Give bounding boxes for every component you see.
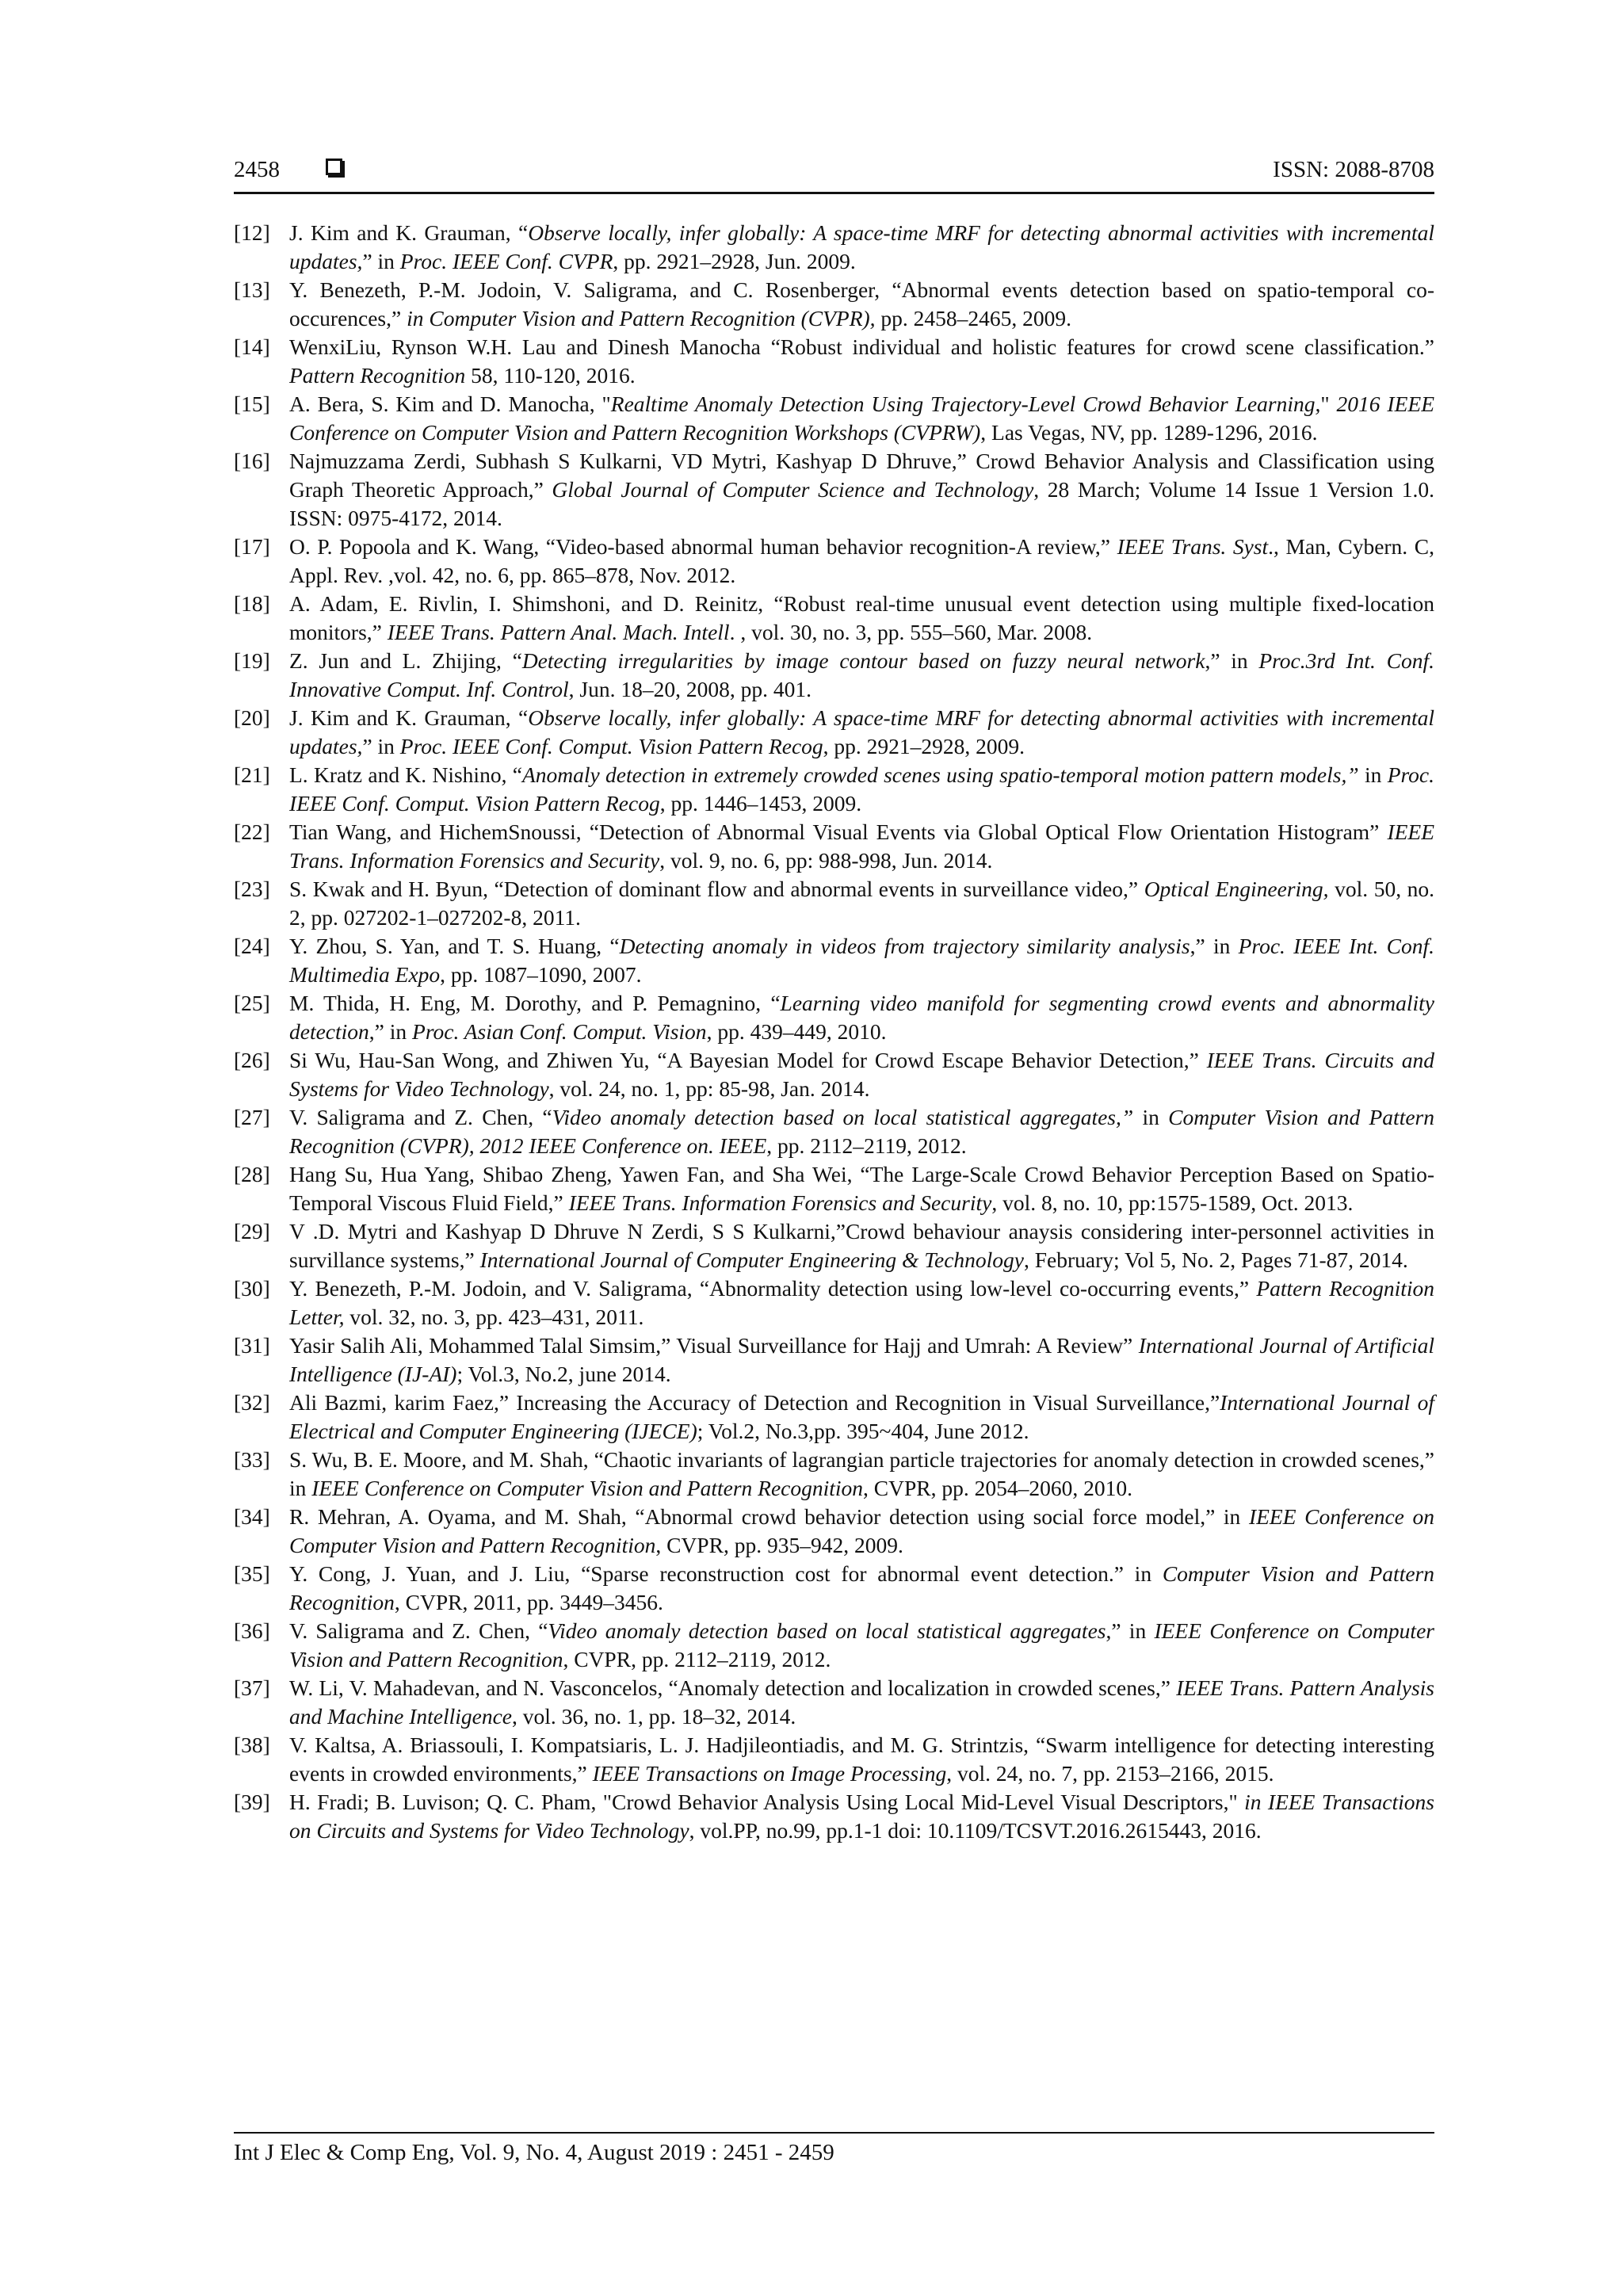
reference-number: [39] bbox=[234, 1790, 270, 1814]
reference-segment: , CVPR, pp. 2054–2060, 2010. bbox=[863, 1476, 1133, 1500]
reference-text bbox=[289, 989, 1434, 1046]
reference-segment: Y. Cong, J. Yuan, and J. Liu, “Sparse reconstruction cost for abnormal event detection.” in bbox=[289, 1561, 1163, 1586]
reference-segment: ,” in bbox=[1106, 1618, 1155, 1643]
reference-segment: ,” in bbox=[369, 1019, 413, 1044]
reference-segment: , pp. 2921–2928, 2009. bbox=[823, 734, 1025, 758]
reference-segment: . , vol. 30, no. 3, pp. 555–560, Mar. 2008. bbox=[729, 620, 1093, 644]
reference-segment: L. Kratz and K. Nishino, “ bbox=[289, 762, 522, 787]
reference-item bbox=[234, 1731, 1434, 1788]
reference-text bbox=[289, 1617, 1434, 1674]
reference-number: [35] bbox=[234, 1561, 270, 1586]
header-rule bbox=[234, 192, 1434, 194]
reference-number: [18] bbox=[234, 591, 270, 616]
reference-number: [19] bbox=[234, 648, 270, 673]
reference-italic-segment: Proc. IEEE Conf. Comput. Vision Pattern Recog bbox=[289, 762, 1435, 816]
reference-text bbox=[289, 533, 1434, 590]
reference-text bbox=[289, 219, 1434, 276]
reference-segment: Tian Wang, and HichemSnoussi, “Detection of Abnormal Visual Events via Global Optical Flow Orientation Histogram” bbox=[289, 819, 1388, 844]
reference-text bbox=[289, 818, 1434, 875]
reference-number: [21] bbox=[234, 762, 270, 787]
reference-italic-segment: in IEEE Transactions on Circuits and Systems for Video Technology bbox=[289, 1790, 1434, 1843]
reference-item bbox=[234, 276, 1434, 333]
reference-segment: , CVPR, pp. 935–942, 2009. bbox=[655, 1533, 903, 1557]
reference-item bbox=[234, 1389, 1434, 1446]
reference-item bbox=[234, 1788, 1434, 1845]
reference-segment: ; Vol.3, No.2, june 2014. bbox=[456, 1362, 671, 1386]
reference-italic-segment: IEEE Conference on Computer Vision and Pattern Recognition bbox=[289, 1618, 1434, 1671]
reference-segment: O. P. Popoola and K. Wang, “Video-based abnormal human behavior recognition-A review,” bbox=[289, 534, 1117, 559]
reference-segment: , CVPR, pp. 2112–2119, 2012. bbox=[563, 1647, 831, 1671]
reference-segment: ., Man, Cybern. C, Appl. Rev. ,vol. 42, no. 6, pp. 865–878, Nov. 2012. bbox=[289, 534, 1434, 587]
reference-text bbox=[289, 1560, 1434, 1617]
reference-segment: in bbox=[1358, 762, 1388, 787]
reference-segment: , February; Vol 5, No. 2, Pages 71-87, 2014. bbox=[1024, 1247, 1408, 1272]
reference-segment: , pp. 2921–2928, Jun. 2009. bbox=[613, 249, 856, 273]
reference-italic-segment: in Computer Vision and Pattern Recognition (CVPR), bbox=[407, 306, 876, 330]
reference-text bbox=[289, 1103, 1434, 1160]
reference-italic-segment: Video anomaly detection based on local statistical aggregates bbox=[548, 1618, 1106, 1643]
reference-italic-segment: International Journal of Electrical and Computer Engineering (IJECE) bbox=[289, 1390, 1434, 1443]
reference-italic-segment: Realtime Anomaly Detection Using Trajectory-Level Crowd Behavior Learning, bbox=[610, 392, 1321, 416]
reference-segment: vol. 50, no. 2, pp. 027202-1–027202-8, 2011. bbox=[289, 877, 1435, 930]
reference-segment: Yasir Salih Ali, Mohammed Talal Simsim,” Visual Surveillance for Hajj and Umrah: A Review” bbox=[289, 1333, 1139, 1358]
reference-item bbox=[234, 1617, 1434, 1674]
page-number: 2458 bbox=[234, 157, 280, 182]
page-header bbox=[234, 155, 1434, 184]
reference-number: [38] bbox=[234, 1733, 270, 1757]
reference-segment: Ali Bazmi, karim Faez,” Increasing the Accuracy of Detection and Recognition in Visual Surveillance,” bbox=[289, 1390, 1220, 1415]
reference-segment: ” in bbox=[362, 249, 400, 273]
reference-italic-segment: Proc. IEEE Conf. CVPR bbox=[399, 249, 613, 273]
reference-italic-segment: 2016 IEEE Conference on Computer Vision and Pattern Recognition Workshops (CVPRW) bbox=[289, 392, 1434, 445]
reference-list bbox=[234, 219, 1434, 1845]
reference-segment: Najmuzzama Zerdi, Subhash S Kulkarni, VD Mytri, Kashyap D Dhruve,” Crowd Behavior Analysis and Classification using Graph Theoretic Approach,” bbox=[289, 449, 1434, 502]
reference-segment: ” in bbox=[362, 734, 400, 758]
reference-number: [31] bbox=[234, 1333, 270, 1358]
reference-item bbox=[234, 932, 1434, 989]
reference-item bbox=[234, 1674, 1434, 1731]
reference-number: [22] bbox=[234, 819, 270, 844]
reference-segment: ; Vol.2, No.3,pp. 395~404, June 2012. bbox=[697, 1419, 1029, 1443]
reference-italic-segment: Detecting irregularities by image contour based on fuzzy neural network bbox=[521, 648, 1205, 673]
reference-italic-segment: Pattern Recognition bbox=[289, 363, 466, 388]
reference-segment: Y. Zhou, S. Yan, and T. S. Huang, “ bbox=[289, 934, 620, 958]
reference-number: [16] bbox=[234, 449, 270, 473]
reference-italic-segment: Observe locally, infer globally: A space-time MRF for detecting abnormal activities with incremental updates, bbox=[289, 705, 1435, 758]
reference-item bbox=[234, 1446, 1434, 1503]
reference-text bbox=[289, 276, 1434, 333]
reference-italic-segment: IEEE Transactions on Image Processing bbox=[592, 1761, 947, 1786]
reference-segment: M. Thida, H. Eng, M. Dorothy, and P. Pemagnino, “ bbox=[289, 991, 781, 1015]
reference-text bbox=[289, 1331, 1434, 1389]
reference-segment: , pp. 1087–1090, 2007. bbox=[440, 962, 642, 987]
reference-text bbox=[289, 1217, 1434, 1274]
reference-number: [20] bbox=[234, 705, 270, 730]
reference-number: [28] bbox=[234, 1162, 270, 1186]
reference-text bbox=[289, 1046, 1434, 1103]
reference-segment: , Jun. 18–20, 2008, pp. 401. bbox=[568, 677, 812, 701]
reference-number: [23] bbox=[234, 877, 270, 901]
reference-segment: ,” in bbox=[1205, 648, 1259, 673]
reference-number: [12] bbox=[234, 220, 270, 245]
reference-number: [24] bbox=[234, 934, 270, 958]
reference-number: [14] bbox=[234, 334, 270, 359]
issn: ISSN: 2088-8708 bbox=[1273, 157, 1434, 182]
reference-segment: Y. Benezeth, P.-M. Jodoin, and V. Saligrama, “Abnormality detection using low-level co-occurring events,” bbox=[289, 1276, 1257, 1301]
reference-segment: A. Adam, E. Rivlin, I. Shimshoni, and D. Reinitz, “Robust real-time unusual event detection using multiple fixed-location monitors,” bbox=[289, 591, 1434, 644]
reference-number: [26] bbox=[234, 1048, 270, 1072]
reference-italic-segment: IEEE Trans. Circuits and Systems for Video Technology bbox=[289, 1048, 1434, 1101]
reference-number: [13] bbox=[234, 277, 270, 302]
reference-italic-segment: Computer Vision and Pattern Recognition bbox=[289, 1561, 1434, 1614]
reference-italic-segment: Global Journal of Computer Science and Technology bbox=[552, 477, 1034, 502]
reference-text bbox=[289, 875, 1434, 932]
reference-segment: 58, 110-120, 2016. bbox=[465, 363, 636, 388]
reference-item bbox=[234, 761, 1434, 818]
reference-segment: pp. 2458–2465, 2009. bbox=[875, 306, 1072, 330]
reference-item bbox=[234, 647, 1434, 704]
reference-item bbox=[234, 875, 1434, 932]
reference-item bbox=[234, 333, 1434, 390]
reference-text bbox=[289, 1389, 1434, 1446]
reference-item bbox=[234, 1046, 1434, 1103]
footer-rule bbox=[234, 2132, 1434, 2134]
reference-italic-segment: Pattern Recognition Letter, bbox=[289, 1276, 1434, 1329]
reference-number: [33] bbox=[234, 1447, 270, 1472]
reference-segment: , 28 March; Volume 14 Issue 1 Version 1.0. ISSN: 0975-4172, 2014. bbox=[289, 477, 1434, 530]
reference-italic-segment: Anomaly detection in extremely crowded scenes using spatio-temporal motion pattern models,” bbox=[521, 762, 1359, 787]
reference-text bbox=[289, 704, 1434, 761]
reference-italic-segment: IEEE Conference on Computer Vision and Pattern Recognition bbox=[311, 1476, 864, 1500]
reference-text bbox=[289, 647, 1434, 704]
reference-italic-segment: International Journal of Artificial Intelligence (IJ-AI) bbox=[289, 1333, 1434, 1386]
reference-number: [32] bbox=[234, 1390, 270, 1415]
reference-segment: , vol. 24, no. 7, pp. 2153–2166, 2015. bbox=[946, 1761, 1274, 1786]
reference-italic-segment: IEEE Trans. Information Forensics and Security bbox=[289, 819, 1434, 873]
reference-text bbox=[289, 1160, 1434, 1217]
reference-segment: Hang Su, Hua Yang, Shibao Zheng, Yawen Fan, and Sha Wei, “The Large-Scale Crowd Behavior Perception Based on Spatio-Temporal Viscous Fluid Field,” bbox=[289, 1162, 1434, 1215]
reference-italic-segment: Proc.3rd Int. Conf. Innovative Comput. Inf. Control bbox=[289, 648, 1434, 701]
reference-segment: Y. Benezeth, P.-M. Jodoin, V. Saligrama, and C. Rosenberger, “Abnormal events detection based on spatio-temporal co-occurences,” bbox=[289, 277, 1434, 330]
reference-segment: , vol. 36, no. 1, pp. 18–32, 2014. bbox=[512, 1704, 796, 1729]
reference-item bbox=[234, 590, 1434, 647]
reference-italic-segment: International Journal of Computer Engineering & Technology bbox=[479, 1247, 1025, 1272]
reference-text bbox=[289, 1274, 1434, 1331]
reference-number: [36] bbox=[234, 1618, 270, 1643]
reference-text bbox=[289, 390, 1434, 447]
reference-italic-segment: Optical Engineering, bbox=[1144, 877, 1329, 901]
reference-segment: V .D. Mytri and Kashyap D Dhruve N Zerdi, S S Kulkarni,”Crowd behaviour anaysis considering inter-personnel activities in survillance systems,” bbox=[289, 1219, 1434, 1272]
reference-text bbox=[289, 932, 1434, 989]
reference-number: [29] bbox=[234, 1219, 270, 1244]
reference-segment: A. Bera, S. Kim and D. Manocha, " bbox=[289, 392, 611, 416]
reference-italic-segment: IEEE Trans. Information Forensics and Security bbox=[568, 1190, 992, 1215]
reference-number: [25] bbox=[234, 991, 270, 1015]
reference-item bbox=[234, 704, 1434, 761]
reference-item bbox=[234, 1160, 1434, 1217]
reference-segment: Si Wu, Hau-San Wong, and Zhiwen Yu, “A Bayesian Model for Crowd Escape Behavior Detection,” bbox=[289, 1048, 1207, 1072]
reference-segment: WenxiLiu, Rynson W.H. Lau and Dinesh Manocha “Robust individual and holistic features for crowd scene classification.” bbox=[289, 334, 1434, 359]
reference-segment: V. Saligrama and Z. Chen, “ bbox=[289, 1618, 548, 1643]
reference-text bbox=[289, 1731, 1434, 1788]
reference-text bbox=[289, 1674, 1434, 1731]
reference-text bbox=[289, 590, 1434, 647]
reference-italic-segment: Proc. IEEE Conf. Comput. Vision Pattern Recog bbox=[399, 734, 823, 758]
reference-segment: , pp. 2112–2119, 2012. bbox=[766, 1133, 967, 1158]
reference-italic-segment: Detecting anomaly in videos from trajectory similarity analysis bbox=[619, 934, 1190, 958]
reference-segment: H. Fradi; B. Luvison; Q. C. Pham, "Crowd Behavior Analysis Using Local Mid-Level Visual Descriptors," bbox=[289, 1790, 1245, 1814]
reference-segment: , vol. 24, no. 1, pp: 85-98, Jan. 2014. bbox=[548, 1076, 870, 1101]
page-footer: Int J Elec & Comp Eng, Vol. 9, No. 4, August 2019 : 2451 - 2459 bbox=[234, 2140, 834, 2165]
reference-text bbox=[289, 1503, 1434, 1560]
reference-segment: ,” in bbox=[1190, 934, 1239, 958]
reference-segment: , vol.PP, no.99, pp.1-1 doi: 10.1109/TCSVT.2016.2615443, 2016. bbox=[689, 1818, 1262, 1843]
reference-segment: Z. Jun and L. Zhijing, “ bbox=[289, 648, 522, 673]
reference-italic-segment: Learning video manifold for segmenting crowd events and abnormality detection bbox=[289, 991, 1434, 1044]
reference-segment: , vol. 8, no. 10, pp:1575-1589, Oct. 2013. bbox=[991, 1190, 1354, 1215]
reference-segment: V. Kaltsa, A. Briassouli, I. Kompatsiaris, L. J. Hadjileontiadis, and M. G. Strintzis, “Swarm intelligence for detecting interesting events in crowded environments,” bbox=[289, 1733, 1434, 1786]
reference-item bbox=[234, 1274, 1434, 1331]
reference-italic-segment: IEEE Trans. Pattern Anal. Mach. Intell bbox=[387, 620, 730, 644]
reference-segment: S. Kwak and H. Byun, “Detection of dominant flow and abnormal events in surveillance video,” bbox=[289, 877, 1144, 901]
reference-segment: , CVPR, 2011, pp. 3449–3456. bbox=[394, 1590, 663, 1614]
reference-italic-segment: Observe locally, infer globally: A space-time MRF for detecting abnormal activities with incremental updates, bbox=[289, 220, 1435, 273]
reference-number: [37] bbox=[234, 1675, 270, 1700]
reference-italic-segment: Proc. IEEE Int. Conf. Multimedia Expo bbox=[289, 934, 1434, 987]
reference-segment: S. Wu, B. E. Moore, and M. Shah, “Chaotic invariants of lagrangian particle trajectories for anomaly detection in crowded scenes,” in bbox=[289, 1447, 1434, 1500]
reference-segment: vol. 32, no. 3, pp. 423–431, 2011. bbox=[344, 1305, 644, 1329]
reference-text bbox=[289, 333, 1434, 390]
reference-segment: R. Mehran, A. Oyama, and M. Shah, “Abnormal crowd behavior detection using social force model,” in bbox=[289, 1504, 1249, 1529]
reference-segment: W. Li, V. Mahadevan, and N. Vasconcelos, “Anomaly detection and localization in crowded scenes,” bbox=[289, 1675, 1177, 1700]
reference-text bbox=[289, 1446, 1434, 1503]
reference-item bbox=[234, 1103, 1434, 1160]
reference-number: [17] bbox=[234, 534, 270, 559]
reference-number: [34] bbox=[234, 1504, 270, 1529]
square-box-icon bbox=[326, 159, 342, 175]
reference-item bbox=[234, 989, 1434, 1046]
reference-item bbox=[234, 818, 1434, 875]
reference-number: [30] bbox=[234, 1276, 270, 1301]
reference-item bbox=[234, 533, 1434, 590]
reference-item bbox=[234, 390, 1434, 447]
reference-segment: " bbox=[1320, 392, 1337, 416]
reference-item bbox=[234, 1503, 1434, 1560]
reference-segment: , vol. 9, no. 6, pp: 988-998, Jun. 2014. bbox=[659, 848, 993, 873]
reference-segment: , Las Vegas, NV, pp. 1289-1296, 2016. bbox=[980, 420, 1318, 445]
reference-italic-segment: Video anomaly detection based on local statistical aggregates,” bbox=[552, 1105, 1134, 1129]
reference-italic-segment: Proc. Asian Conf. Comput. Vision bbox=[412, 1019, 707, 1044]
reference-italic-segment: Computer Vision and Pattern Recognition (CVPR), 2012 IEEE Conference on. IEEE bbox=[289, 1105, 1434, 1158]
reference-segment: J. Kim and K. Grauman, “ bbox=[289, 705, 529, 730]
reference-text bbox=[289, 1788, 1434, 1845]
reference-segment: V. Saligrama and Z. Chen, “ bbox=[289, 1105, 552, 1129]
reference-text bbox=[289, 447, 1434, 533]
reference-segment: J. Kim and K. Grauman, “ bbox=[289, 220, 529, 245]
reference-item bbox=[234, 1331, 1434, 1389]
reference-text bbox=[289, 761, 1434, 818]
reference-item bbox=[234, 1217, 1434, 1274]
reference-segment: , pp. 1446–1453, 2009. bbox=[659, 791, 862, 816]
reference-item bbox=[234, 1560, 1434, 1617]
reference-segment: in bbox=[1133, 1105, 1169, 1129]
reference-number: [27] bbox=[234, 1105, 270, 1129]
reference-segment: , pp. 439–449, 2010. bbox=[706, 1019, 887, 1044]
reference-item bbox=[234, 219, 1434, 276]
reference-number: [15] bbox=[234, 392, 270, 416]
reference-item bbox=[234, 447, 1434, 533]
reference-italic-segment: IEEE Conference on Computer Vision and Pattern Recognition bbox=[289, 1504, 1434, 1557]
reference-italic-segment: IEEE Trans. Pattern Analysis and Machine Intelligence bbox=[289, 1675, 1434, 1729]
reference-italic-segment: IEEE Trans. Syst bbox=[1117, 534, 1269, 559]
